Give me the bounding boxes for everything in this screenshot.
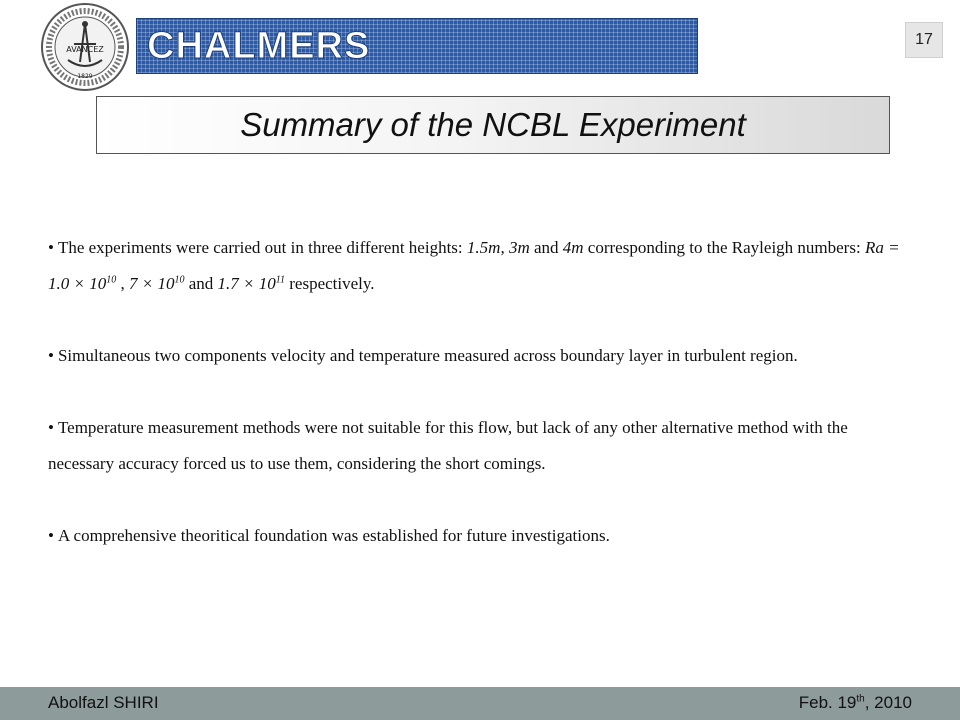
exponent: 11 xyxy=(275,274,286,286)
bullet-text: corresponding to the Rayleigh numbers: xyxy=(583,238,865,257)
height-value: 4m xyxy=(562,238,584,257)
footer-bar xyxy=(0,687,960,720)
height-value: 1.5m xyxy=(466,238,501,257)
logo-text: CHALMERS xyxy=(147,25,371,67)
bullet-text: Simultaneous two components velocity and temperature measured across boundary layer in turbulent region. xyxy=(57,346,798,365)
separator: , xyxy=(116,274,129,293)
seal-text: AVANCEZ xyxy=(66,45,104,54)
footer-author: Abolfazl SHIRI xyxy=(48,693,159,712)
bullet-text: , xyxy=(500,238,509,257)
bullet-text: A comprehensive theoritical foundation was established for future investigations. xyxy=(57,526,610,545)
footer-date xyxy=(799,693,912,713)
rayleigh-value: 7 × 10 xyxy=(128,274,175,293)
chalmers-logo-banner xyxy=(136,18,698,74)
bullet-dot: • xyxy=(48,346,54,365)
bullet-text: and xyxy=(184,274,218,293)
rayleigh-value: 1.7 × 10 xyxy=(217,274,276,293)
bullet-text: Temperature measurement methods were not suitable for this flow, but lack of any other alternative method with the necessary accuracy forced us to use them, considering the short comings. xyxy=(48,418,848,473)
bullet-text: The experiments were carried out in three different heights: xyxy=(57,238,467,257)
footer-date-prefix: Feb. 19 xyxy=(798,693,857,712)
bullet-list xyxy=(48,230,918,590)
bullet-item-4 xyxy=(48,518,918,554)
footer-date-suffix: , 2010 xyxy=(864,693,912,712)
rayleigh-value: Ra = 1.0 × 10 xyxy=(48,238,900,293)
bullet-dot: • xyxy=(48,418,54,437)
exponent: 10 xyxy=(106,274,117,286)
bullet-text: respectively. xyxy=(285,274,375,293)
page-title: Summary of the NCBL Experiment xyxy=(240,106,746,143)
height-value: 3m xyxy=(508,238,530,257)
bullet-text: and xyxy=(529,238,563,257)
footer-date-sup: th xyxy=(856,693,865,705)
bullet-dot: • xyxy=(48,526,54,545)
bullet-item-2 xyxy=(48,338,918,374)
bullet-item-3 xyxy=(48,410,918,482)
title-box xyxy=(96,96,890,154)
bullet-dot: • xyxy=(48,238,54,257)
page-number: 17 xyxy=(905,22,943,58)
seal-year: 1829 xyxy=(77,73,93,80)
exponent: 10 xyxy=(174,274,185,286)
university-seal-logo xyxy=(40,2,130,92)
bullet-item-1 xyxy=(48,230,918,302)
